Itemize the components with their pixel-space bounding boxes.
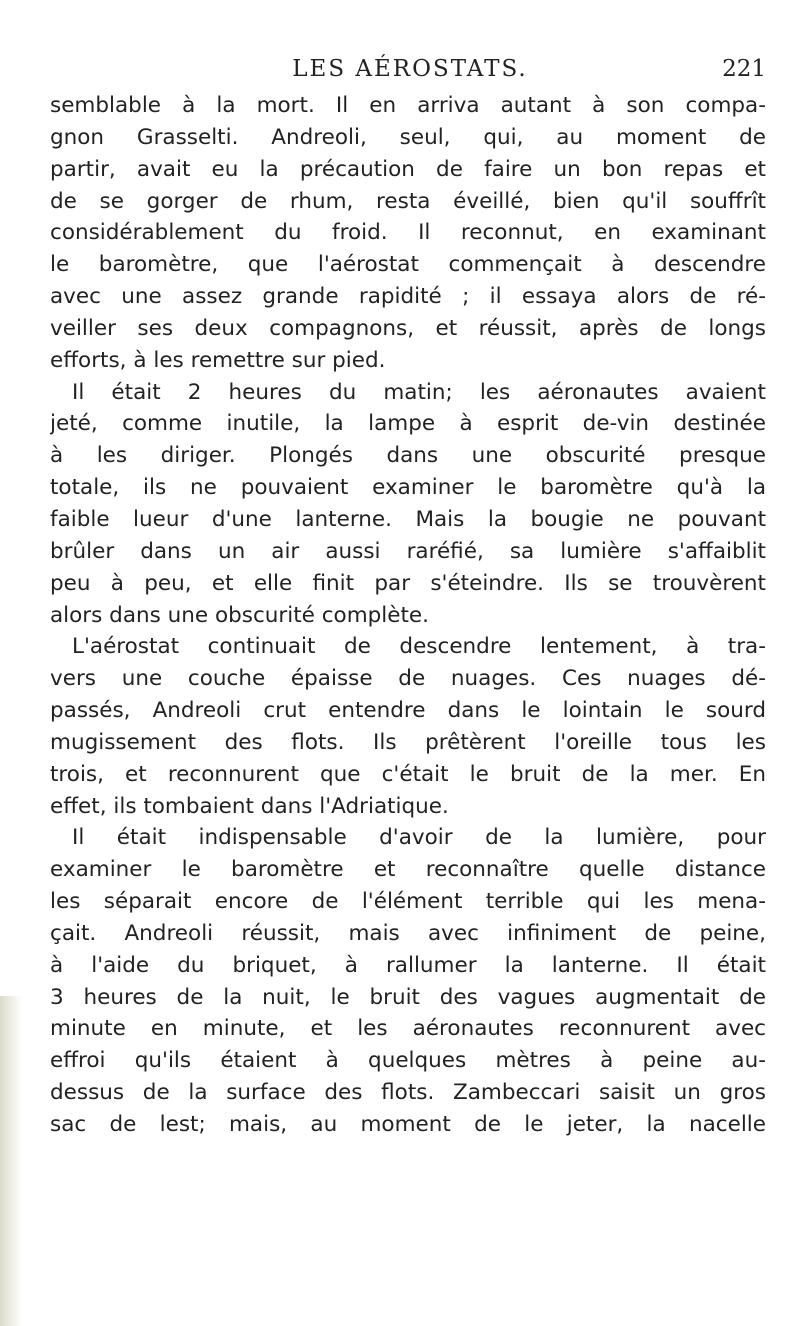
text-line: considérablement du froid. Il reconnut, en examinant bbox=[50, 220, 766, 246]
text-line: totale, ils ne pouvaient examiner le baromètre qu'à la bbox=[50, 475, 766, 501]
text-line: jeté, comme inutile, la lampe à esprit de-vin destinée bbox=[50, 411, 766, 437]
text-line: minute en minute, et les aéronautes reconnurent avec bbox=[50, 1016, 766, 1042]
text-line: dessus de la surface des flots. Zambeccari saisit un gros bbox=[50, 1080, 766, 1106]
text-line: effroi qu'ils étaient à quelques mètres à peine au- bbox=[50, 1048, 766, 1074]
running-head bbox=[50, 56, 770, 86]
text-line: trois, et reconnurent que c'était le bruit de la mer. En bbox=[50, 761, 766, 787]
text-line: peu à peu, et elle finit par s'éteindre. Ils se trouvèrent bbox=[50, 570, 766, 596]
text-line: semblable à la mort. Il en arriva autant à son compa- bbox=[50, 93, 766, 118]
page-number: 221 bbox=[722, 56, 766, 82]
text-line: mugissement des flots. Ils prêtèrent l'oreille tous les bbox=[50, 729, 766, 755]
text-line: 3 heures de la nuit, le bruit des vagues augmentait de bbox=[50, 984, 766, 1010]
paragraph-end-line: alors dans une obscurité complète. bbox=[50, 602, 429, 628]
text-line: çait. Andreoli réussit, mais avec infiniment de peine, bbox=[50, 920, 766, 946]
text-line: brûler dans un air aussi raréfié, sa lumière s'affaiblit bbox=[50, 538, 766, 564]
text-line: à l'aide du briquet, à rallumer la lanterne. Il était bbox=[50, 952, 766, 978]
page-edge-shadow bbox=[0, 996, 22, 1326]
text-line: examiner le baromètre et reconnaître quelle distance bbox=[50, 857, 766, 883]
text-line: les séparait encore de l'élément terrible qui les mena- bbox=[50, 889, 766, 915]
body-text bbox=[50, 90, 766, 1141]
running-title: LES AÉROSTATS. bbox=[292, 56, 528, 82]
paragraph-end-line: effet, ils tombaient dans l'Adriatique. bbox=[50, 793, 449, 819]
text-line: de se gorger de rhum, resta éveillé, bien qu'il souffrît bbox=[50, 188, 766, 214]
text-line: gnon Grasselti. Andreoli, seul, qui, au moment de bbox=[50, 124, 766, 150]
text-line: faible lueur d'une lanterne. Mais la bougie ne pouvant bbox=[50, 506, 766, 532]
paragraph-start-line: Il était 2 heures du matin; les aéronautes avaient bbox=[72, 379, 766, 405]
text-line: veiller ses deux compagnons, et réussit, après de longs bbox=[50, 315, 766, 341]
text-line: partir, avait eu la précaution de faire un bon repas et bbox=[50, 156, 766, 182]
text-line: avec une assez grande rapidité ; il essaya alors de ré- bbox=[50, 284, 766, 310]
text-line: vers une couche épaisse de nuages. Ces nuages dé- bbox=[50, 666, 766, 692]
text-line: à les diriger. Plongés dans une obscurité presque bbox=[50, 443, 766, 469]
paragraph-start-line: Il était indispensable d'avoir de la lumière, pour bbox=[72, 825, 766, 851]
text-line: le baromètre, que l'aérostat commençait à descendre bbox=[50, 252, 766, 278]
text-line: passés, Andreoli crut entendre dans le lointain le sourd bbox=[50, 698, 766, 724]
paragraph-end-line: efforts, à les remettre sur pied. bbox=[50, 347, 386, 373]
text-line: sac de lest; mais, au moment de le jeter, la nacelle bbox=[50, 1112, 766, 1137]
paragraph-start-line: L'aérostat continuait de descendre lentement, à tra- bbox=[72, 634, 766, 660]
